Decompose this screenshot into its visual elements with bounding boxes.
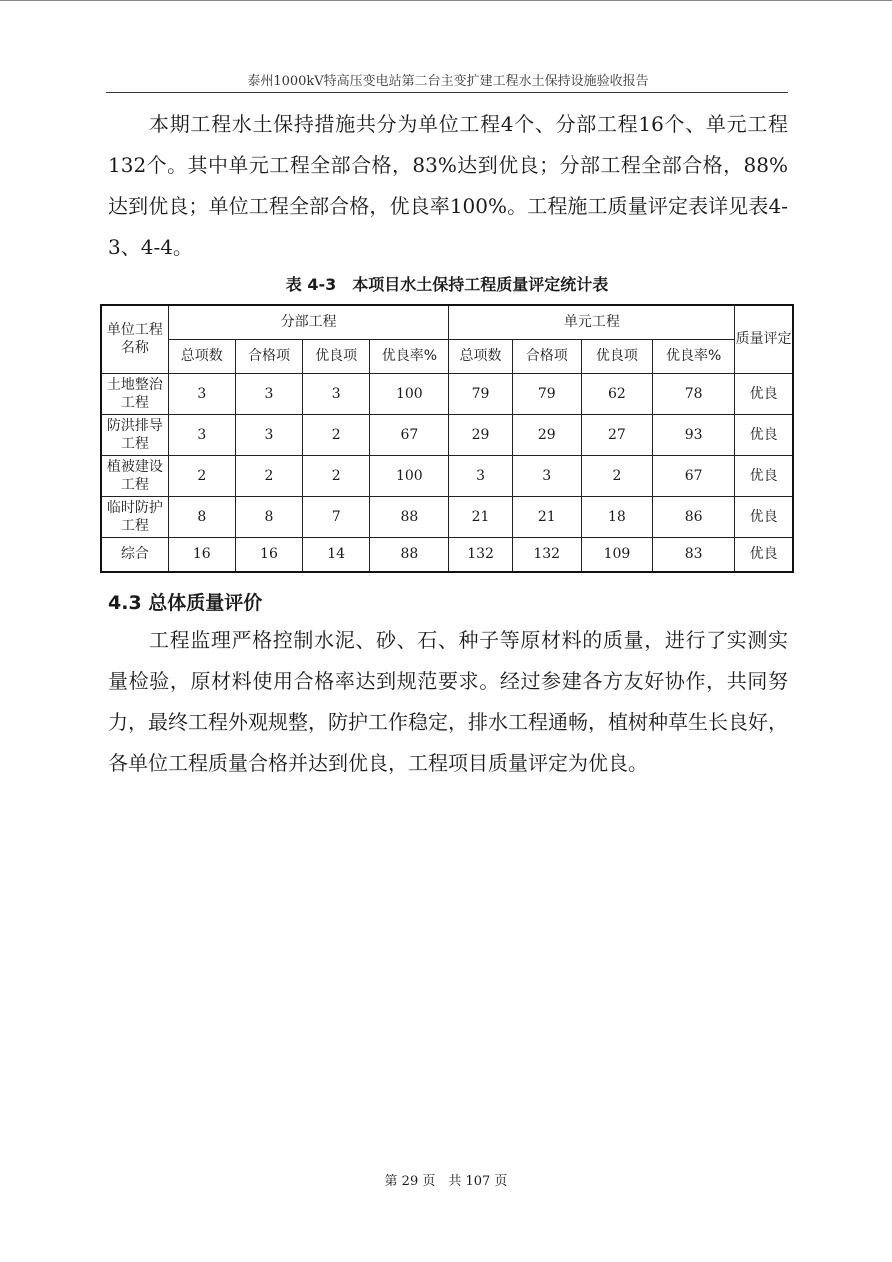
header-group-subsection: 分部工程 bbox=[168, 305, 449, 339]
total-rating: 优良 bbox=[735, 537, 793, 572]
total-name: 综合 bbox=[101, 537, 168, 572]
row-rating: 优良 bbox=[735, 373, 793, 414]
header-col: 总项数 bbox=[449, 339, 512, 373]
top-border bbox=[0, 0, 892, 1]
header-col: 总项数 bbox=[168, 339, 235, 373]
row-name: 土地整治工程 bbox=[101, 373, 168, 414]
cell: 29 bbox=[449, 414, 512, 455]
cell: 100 bbox=[370, 373, 449, 414]
cell: 3 bbox=[449, 455, 512, 496]
cell: 2 bbox=[235, 455, 302, 496]
cell: 8 bbox=[235, 496, 302, 537]
cell: 2 bbox=[168, 455, 235, 496]
row-rating: 优良 bbox=[735, 414, 793, 455]
cell: 62 bbox=[581, 373, 652, 414]
cell: 109 bbox=[581, 537, 652, 572]
cell: 3 bbox=[512, 455, 581, 496]
cell: 88 bbox=[370, 496, 449, 537]
intro-paragraph: 本期工程水土保持措施共分为单位工程4个、分部工程16个、单元工程132个。其中单元工程全部合格，83%达到优良；分部工程全部合格，88%达到优良；单位工程全部合格，优良率100%。工程施工质量评定表详见表4-3、4-4。 bbox=[108, 112, 788, 259]
cell: 21 bbox=[512, 496, 581, 537]
table-caption: 表 4-3 本项目水土保持工程质量评定统计表 bbox=[285, 275, 609, 294]
cell: 88 bbox=[370, 537, 449, 572]
row-name: 临时防护工程 bbox=[101, 496, 168, 537]
cell: 3 bbox=[235, 373, 302, 414]
cell: 21 bbox=[449, 496, 512, 537]
cell: 93 bbox=[653, 414, 735, 455]
row-name: 防洪排导工程 bbox=[101, 414, 168, 455]
row-rating: 优良 bbox=[735, 455, 793, 496]
cell: 2 bbox=[303, 455, 370, 496]
row-name: 植被建设工程 bbox=[101, 455, 168, 496]
cell: 3 bbox=[168, 373, 235, 414]
quality-rating-table bbox=[100, 304, 794, 573]
row-rating: 优良 bbox=[735, 496, 793, 537]
cell: 79 bbox=[449, 373, 512, 414]
cell: 78 bbox=[653, 373, 735, 414]
cell: 16 bbox=[235, 537, 302, 572]
header-unit-name: 单位工程名称 bbox=[101, 305, 168, 373]
cell: 132 bbox=[449, 537, 512, 572]
table-row bbox=[101, 414, 793, 455]
cell: 14 bbox=[303, 537, 370, 572]
cell: 132 bbox=[512, 537, 581, 572]
header-rule bbox=[106, 92, 788, 93]
cell: 83 bbox=[653, 537, 735, 572]
cell: 16 bbox=[168, 537, 235, 572]
running-header: 泰州1000kV特高压变电站第二台主变扩建工程水土保持设施验收报告 bbox=[247, 74, 649, 89]
evaluation-paragraph: 工程监理严格控制水泥、砂、石、种子等原材料的质量，进行了实测实量检验，原材料使用合格率达到规范要求。经过参建各方友好协作，共同努力，最终工程外观规整，防护工作稳定，排水工程通畅，植树种草生长良好，各单位工程质量合格并达到优良，工程项目质量评定为优良。 bbox=[108, 628, 788, 775]
header-quality-rating: 质量评定 bbox=[735, 305, 793, 373]
table-total-row bbox=[101, 537, 793, 572]
cell: 3 bbox=[303, 373, 370, 414]
header-col: 优良项 bbox=[581, 339, 652, 373]
cell: 3 bbox=[235, 414, 302, 455]
cell: 100 bbox=[370, 455, 449, 496]
cell: 3 bbox=[168, 414, 235, 455]
header-col: 合格项 bbox=[512, 339, 581, 373]
table-row bbox=[101, 496, 793, 537]
cell: 8 bbox=[168, 496, 235, 537]
header-col: 优良率% bbox=[370, 339, 449, 373]
header-col: 优良率% bbox=[653, 339, 735, 373]
page-number: 第 29 页 共 107 页 bbox=[384, 1174, 508, 1189]
cell: 67 bbox=[370, 414, 449, 455]
table-row bbox=[101, 455, 793, 496]
header-col: 优良项 bbox=[303, 339, 370, 373]
section-heading: 4.3 总体质量评价 bbox=[108, 592, 263, 614]
cell: 2 bbox=[303, 414, 370, 455]
cell: 7 bbox=[303, 496, 370, 537]
cell: 86 bbox=[653, 496, 735, 537]
header-group-unit: 单元工程 bbox=[449, 305, 735, 339]
cell: 79 bbox=[512, 373, 581, 414]
table-row bbox=[101, 373, 793, 414]
cell: 29 bbox=[512, 414, 581, 455]
cell: 27 bbox=[581, 414, 652, 455]
header-col: 合格项 bbox=[235, 339, 302, 373]
cell: 18 bbox=[581, 496, 652, 537]
cell: 67 bbox=[653, 455, 735, 496]
cell: 2 bbox=[581, 455, 652, 496]
